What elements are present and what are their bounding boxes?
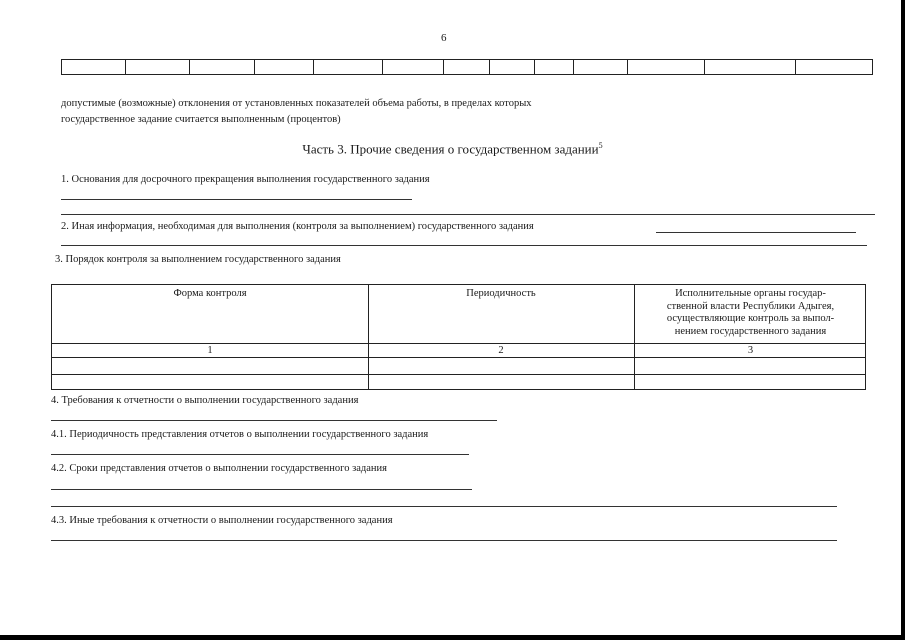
header-control-bodies-line: осуществляющие контроль за выпол- bbox=[666, 313, 835, 324]
scan-edge-bottom bbox=[0, 635, 905, 640]
table-cell-divider bbox=[627, 60, 628, 74]
table-cell-divider bbox=[189, 60, 190, 74]
item-2-fill-line-2 bbox=[61, 245, 867, 246]
item-4-1-label: 4.1. Периодичность представления отчетов о выполнении государственного задания bbox=[51, 429, 429, 440]
table-cell-divider bbox=[489, 60, 490, 74]
header-periodicity: Периодичность bbox=[466, 288, 536, 299]
control-table bbox=[51, 284, 866, 390]
separator-line bbox=[61, 214, 875, 215]
item-4-fill-line bbox=[51, 420, 497, 421]
indicator-table-row bbox=[61, 59, 873, 75]
scan-edge-right bbox=[901, 0, 905, 640]
item-4-2-fill-line-2 bbox=[51, 506, 837, 507]
deviation-text-line1: допустимые (возможные) отклонения от установленных показателей объема работы, в пределах которых bbox=[61, 98, 532, 109]
item-4-label: 4. Требования к отчетности о выполнении государственного задания bbox=[51, 395, 359, 406]
deviation-text-line2: государственное задание считается выполненным (процентов) bbox=[61, 114, 341, 125]
item-2-label: 2. Иная информация, необходимая для выполнения (контроля за выполнением) государственного задания bbox=[61, 221, 534, 232]
table-cell-divider bbox=[443, 60, 444, 74]
item-4-3-label: 4.3. Иные требования к отчетности о выполнении государственного задания bbox=[51, 515, 393, 526]
item-3-label: 3. Порядок контроля за выполнением государственного задания bbox=[55, 254, 341, 265]
row-divider bbox=[52, 343, 865, 344]
column-number-1: 1 bbox=[207, 345, 213, 356]
table-cell-divider bbox=[125, 60, 126, 74]
table-cell-divider bbox=[313, 60, 314, 74]
part3-title: Часть 3. Прочие сведения о государственном задании bbox=[302, 141, 599, 157]
table-cell-divider bbox=[382, 60, 383, 74]
table-cell-divider bbox=[795, 60, 796, 74]
item-4-2-fill-line bbox=[51, 489, 472, 490]
header-control-bodies bbox=[634, 288, 867, 338]
table-cell-divider bbox=[704, 60, 705, 74]
header-control-bodies-line: Исполнительные органы государ- bbox=[675, 288, 826, 299]
column-number-2: 2 bbox=[498, 345, 504, 356]
page-number: 6 bbox=[441, 32, 447, 44]
column-number-3: 3 bbox=[747, 345, 754, 356]
item-4-3-fill-line bbox=[51, 540, 837, 541]
item-2-fill-line bbox=[656, 232, 856, 233]
item-1-fill-line bbox=[61, 199, 412, 200]
row-divider bbox=[52, 374, 865, 375]
part3-heading bbox=[0, 141, 905, 157]
table-cell-divider bbox=[534, 60, 535, 74]
item-1-label: 1. Основания для досрочного прекращения выполнения государственного задания bbox=[61, 174, 430, 185]
item-4-1-fill-line bbox=[51, 454, 469, 455]
item-4-2-label: 4.2. Сроки представления отчетов о выполнении государственного задания bbox=[51, 463, 387, 474]
table-cell-divider bbox=[573, 60, 574, 74]
header-control-form: Форма контроля bbox=[173, 288, 247, 299]
footnote-marker: 5 bbox=[598, 141, 603, 150]
header-control-bodies-line: ственной власти Республики Адыгея, bbox=[666, 300, 835, 312]
table-cell-divider bbox=[254, 60, 255, 74]
header-control-bodies-line: нением государственного задания bbox=[674, 325, 827, 337]
